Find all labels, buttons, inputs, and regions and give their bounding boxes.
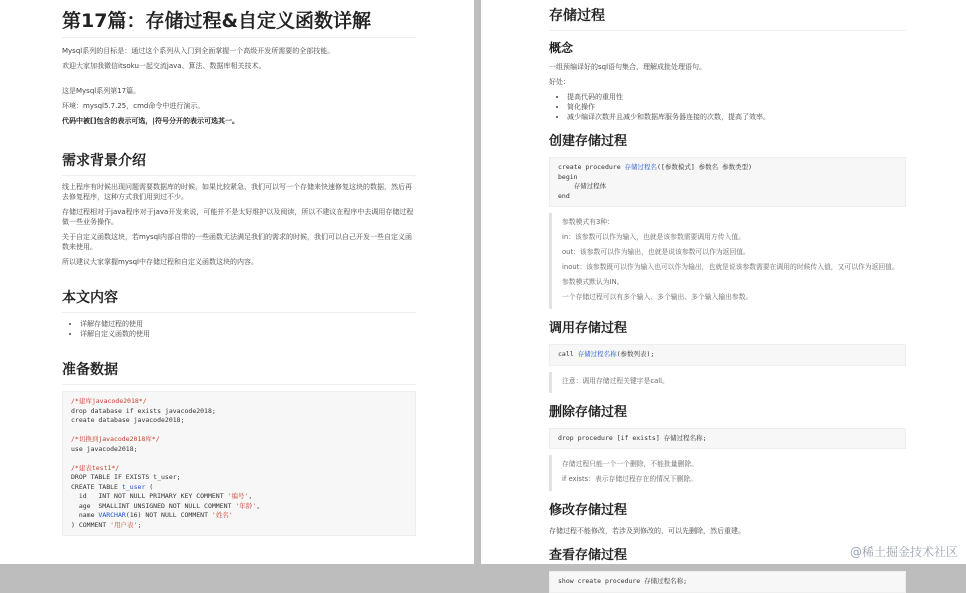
code-block-create: create procedure 存储过程名([参数模式] 参数名 参数类型) begin 存储过程体 end	[549, 157, 906, 207]
section-heading-background: 需求背景介绍	[62, 150, 416, 176]
section-heading-procedure: 存储过程	[549, 5, 906, 31]
section-heading-call: 调用存储过程	[549, 321, 628, 336]
note-line: 一个存储过程可以有多个输入、多个输出、多个输入输出参数。	[562, 293, 753, 301]
intro-line: 环境：mysql5.7.25，cmd命令中进行演示。	[62, 102, 205, 110]
list-item: • 详解自定义函数的使用	[80, 329, 416, 339]
code-block-prepare-data: /*建库javacode2018*/ drop database if exists javacode2018; create database javacode2018; /*切换到javacode2018库*/ use javacode2018; /*建表test1*/ DROP TABLE IF EXISTS t_user; CREATE TABLE t_user ( id INT NOT NULL PRIMARY KEY COMMENT '编号', age SMALLINT UNSIGNED NOT NULL COMMENT '年龄', name VARCHAR(16) NOT NULL COMMENT '姓名' ) COMMENT '用户表';	[62, 391, 416, 536]
code-block-view: show create procedure 存储过程名称;	[549, 571, 906, 593]
code-block-call: call 存储过程名称(参数列表);	[549, 344, 906, 366]
section-heading-drop: 删除存储过程	[549, 404, 628, 420]
benefit-label: 好处：	[549, 78, 570, 86]
content-list	[62, 319, 416, 339]
list-item: • 提高代码的重用性	[567, 92, 906, 102]
paragraph: 线上程序有时候出现问题需要数据库的时候，如果比较紧急，我们可以写一个存储来快速修复这块的数据，然后再去修复程序，这种方式我们用到过不少。	[62, 183, 412, 201]
left-page	[0, 0, 474, 564]
list-item: • 详解存储过程的使用	[80, 319, 416, 329]
note-line: inout：该参数既可以作为输入也可以作为输出，也就是说该参数需要在调用的时候传入值，又可以作为返回值。	[562, 263, 899, 271]
subheading-concept: 概念	[549, 41, 574, 55]
section-heading-data: 准备数据	[62, 359, 416, 385]
param-notes	[549, 213, 906, 309]
list-item: • 简化操作	[567, 102, 906, 112]
list-item: • 减少编译次数并且减少和数据库服务器连接的次数，提高了效率。	[567, 112, 906, 122]
code-block-drop: drop procedure [if exists] 存储过程名称;	[549, 428, 906, 450]
note-line: 存储过程只能一个一个删除，不能批量删除。	[562, 460, 698, 468]
note-line: out：该参数可以作为输出，也就是说该参数可以作为返回值。	[562, 248, 750, 256]
section-heading-content: 本文内容	[62, 287, 416, 313]
paragraph: 所以建议大家掌握mysql中存储过程和自定义函数这块的内容。	[62, 258, 258, 266]
section-heading-modify: 修改存储过程	[549, 503, 628, 518]
paragraph: 关于自定义函数这块，若mysql内部自带的一些函数无法满足我们的需求的时候，我们可以自己开发一些自定义函数来使用。	[62, 233, 412, 251]
article-title: 第17篇：存储过程&自定义函数详解	[62, 6, 416, 38]
section-heading-create: 创建存储过程	[549, 134, 628, 149]
modify-text: 存储过程不能修改，若涉及到修改的，可以先删除，然后重建。	[549, 527, 745, 535]
concept-text: 一组预编译好的sql语句集合，理解成批处理语句。	[549, 63, 707, 71]
note-line: 参数模式有3种：	[562, 218, 614, 226]
watermark: @稀土掘金技术社区	[849, 545, 958, 559]
note-line: 参数模式默认为IN。	[562, 278, 624, 286]
right-page	[481, 0, 966, 585]
note-line: 注意：调用存储过程关键字是call。	[562, 376, 669, 385]
intro-bold-note: 代码中被[]包含的表示可选，|符号分开的表示可选其一。	[62, 117, 239, 125]
call-note	[549, 372, 906, 393]
benefit-list	[549, 92, 906, 122]
intro-line: 这是Mysql系列第17篇。	[62, 87, 141, 95]
intro-line: Mysql系列的目标是：通过这个系列从入门到全面掌握一个高级开发所需要的全部技能。	[62, 47, 335, 55]
paragraph: 存储过程相对于java程序对于java开发来说，可能并不是太好维护以及阅读，所以不建议在程序中去调用存储过程做一些业务操作。	[62, 208, 414, 226]
intro-line: 欢迎大家加我微信itsoku一起交流java、算法、数据库相关技术。	[62, 62, 266, 70]
section-heading-view: 查看存储过程	[549, 548, 628, 563]
note-line: in：该参数可以作为输入，也就是该参数需要调用方传入值。	[562, 233, 745, 241]
note-line: if exists：表示存储过程存在的情况下删除。	[562, 475, 697, 483]
drop-notes	[549, 455, 906, 491]
